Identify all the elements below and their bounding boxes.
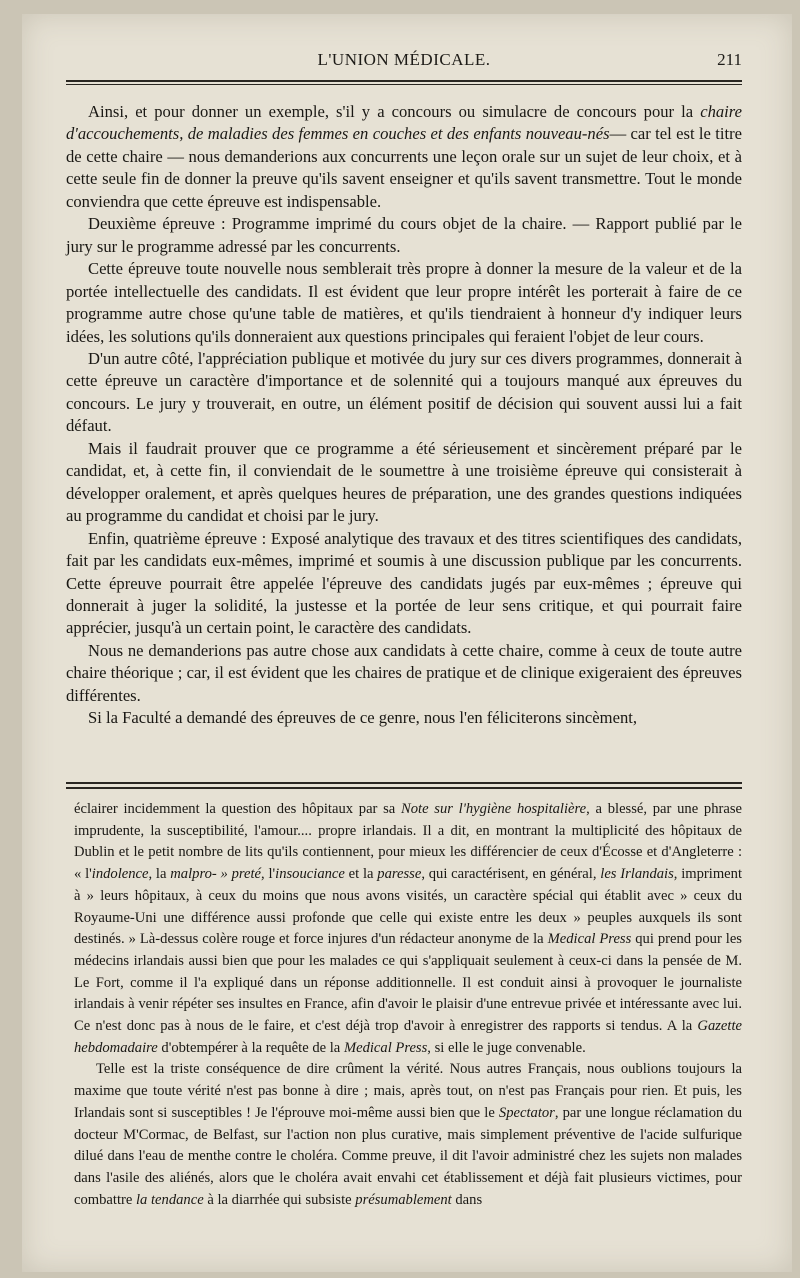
italic-span: indolence (91, 866, 149, 883)
text-span: , la (148, 866, 171, 883)
feuilleton-separator (66, 782, 742, 784)
text-span: , si elle le juge convenable. (427, 1039, 586, 1056)
text-span: et la (344, 866, 378, 883)
main-text (66, 101, 742, 730)
header-rule (66, 80, 742, 82)
paragraph: Deuxième épreuve : Programme imprimé du cours objet de la chaire. — Rapport publié par le jury sur le programme adressé par les concurrents. (66, 214, 742, 256)
italic-span: Medical Press (547, 931, 632, 948)
text-span: d'obtempérer à la requête de la (157, 1039, 344, 1056)
page-header (66, 44, 742, 74)
text-span: , l' (261, 866, 276, 883)
italic-span: paresse (377, 866, 422, 883)
italic-span: malpro- » preté (170, 866, 262, 883)
header-rule-thin (66, 84, 742, 85)
paragraph (74, 1059, 742, 1211)
text-span: qui prend pour les médecins irlandais aussi bien que pour les malades ce qui s'appliquait seulement à ceux-ci dans la pensée de M. Le Fort, comme il l'a expliqué dans un réponse additionnelle. Il est conduit ainsi à provoquer le journaliste irlandais à venir répéter ses insultes en France, afin d'avoir le plaisir d'une entrevue privée et intéressante avec lui. Ce n'est donc pas à nous de le faire, et c'est déjà trop d'avoir à enregistrer des rapports si tendus. A la (74, 931, 742, 1035)
text-span: , a blessé, par une phrase imprudente, la susceptibilité, l'amour.... propre irlandais. Il a dit, en montrant la multiplicité des hôpitaux de Dublin et le petit nombre de lits qu'ils contiennent, pour mieux les différencier de ceux d'Écosse et d'Angleterre : « l' (74, 801, 742, 883)
feuilleton-separator-second (66, 787, 742, 789)
paragraph: Enfin, quatrième épreuve : Exposé analytique des travaux et des titres scientifiques des candidats, fait par les candidats eux-mêmes, imprimé et soumis à une discussion publique par les concurrents. Cette épreuve pourrait être appelée l'épreuve des candidats jugés par eux-mêmes ; épreuve qui donnerait à juger la solidité, la justesse et la portée de leur sens critique, et qui pourrait faire apprécier, jusqu'à un certain point, le caractère des candidats. (66, 528, 742, 638)
italic-span: chaire d'accouchements, de maladies des femmes en couches et des enfants nouveau-nés (66, 102, 742, 144)
paragraph: Mais il faudrait prouver que ce programme a été sérieusement et sincèrement préparé par le candidat, et, à cette fin, il conviendait de le soumettre à une troisième épreuve qui consisterait à développer oralement, et après quelques heures de préparation, une des grandes questions indiquées au programme du candidat et choisi par le jury. (66, 438, 742, 526)
paragraph (66, 101, 742, 213)
text-span: éclairer incidemment la question des hôpitaux par sa (74, 801, 402, 817)
italic-span: Gazette hebdomadaire (74, 1018, 742, 1056)
paragraph: Si la Faculté a demandé des épreuves de ce genre, nous l'en féliciterons sincèment, (88, 708, 637, 728)
italic-span: insouciance (275, 866, 345, 883)
feuilleton-text (74, 799, 742, 1211)
text-span: à la diarrhée qui subsiste (203, 1191, 356, 1208)
text-span: , par une longue réclamation du docteur M'Cormac, de Belfast, sur l'action non plus curative, mais simplement préventive de l'acide sulfurique dilué dans l'eau de menthe contre le choléra. Comme preuve, il dit l'avoir administré chez les sujets non malades dans l'asile des aliénés, alors que le choléra avait envahi cet établissement et déjà fait plusieurs victimes, pour combattre (74, 1104, 743, 1208)
text-span: dans (451, 1191, 483, 1208)
italic-span: présumablement (355, 1191, 452, 1208)
italic-span: Medical Press (343, 1039, 428, 1056)
paragraph: Nous ne demanderions pas autre chose aux candidats à cette chaire, comme à ceux de toute autre chaire théorique ; car, il est évident que les chaires de pratique et de clinique exigeraient des épreuves différentes. (66, 640, 742, 705)
italic-span: Spectator (498, 1104, 555, 1121)
paragraph: Cette épreuve toute nouvelle nous semblerait très propre à donner la mesure de la valeur et de la portée intellectuelle des candidats. Il est évident que leur propre intérêt les porterait à faire de ce programme autre chose qu'une table de matières, et qu'ils tiendraient à honneur d'y indiquer leurs idées, les solutions qu'ils donneraient aux questions principales qui feraient l'objet de leur cours. (66, 259, 742, 346)
paragraph (74, 799, 742, 1059)
italic-span: les Irlandais (600, 866, 674, 883)
running-title: L'UNION MÉDICALE. (317, 50, 491, 69)
text-span: Ainsi, et pour donner un exemple, s'il y a concours ou simulacre de concours pour la (88, 102, 701, 121)
paragraph: D'un autre côté, l'appréciation publique et motivée du jury sur ces divers programmes, donnerait à cette épreuve un caractère d'importance et de solennité qui a toujours manqué aux épreuves du concours. Le jury y trouverait, en outre, un élément positif de décision qui souvent aussi lui a fait défaut. (66, 348, 742, 436)
italic-span: Note sur l'hygiène hospitalière (401, 801, 587, 817)
italic-span: la tendance (136, 1191, 204, 1208)
text-span: Telle est la triste conséquence de dire crûment la vérité. Nous autres Français, nous oublions toujours la maxime que toute vérité n'est pas bonne à dire ; mais, après tout, on n'est pas Français pour rien. Et puis, les Irlandais sont si susceptibles ! Je l'éprouve moi-même aussi bien que le (74, 1061, 742, 1121)
text-span: , qui caractérisent, en général, (421, 866, 601, 883)
text-span: — car tel est le titre de cette chaire — nous demanderions aux concurrents une leçon orale sur un sujet de leur choix, et à cette seule fin de donner la preuve qu'ils savent enseigner et qu'ils savent transmettre. Tout le monde conviendra que cette épreuve est indispensable. (66, 124, 742, 211)
text-span: , impriment à » leurs hôpitaux, à ceux du moins que nous avons visités, un caractère spécial qui établit avec » ceux du Royaume-Uni une différence aussi profonde que celle qui existe entre les deux » peuples auxquels ils sont destinés. » Là-dessus colère rouge et force injures d'un rédacteur anonyme de la (74, 866, 743, 948)
page-number: 211 (717, 50, 742, 69)
